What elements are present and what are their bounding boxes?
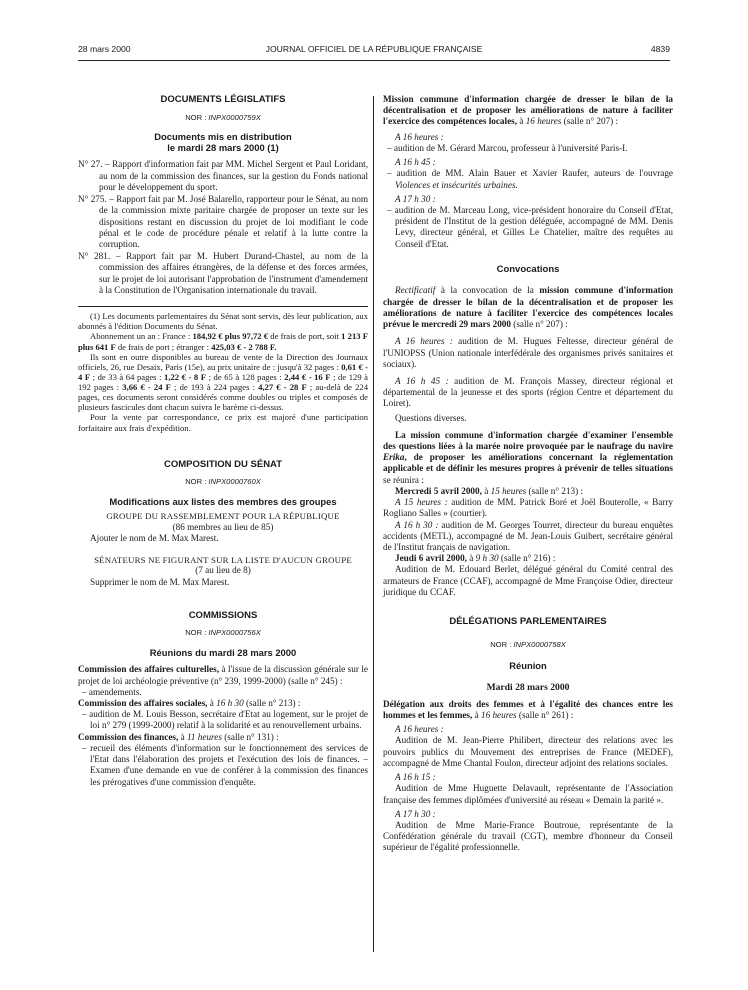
section-heading-documents: DOCUMENTS LÉGISLATIFS: [160, 94, 286, 105]
group-name: SÉNATEURS NE FIGURANT SUR LA LISTE D'AUCUN GROUPE: [94, 554, 352, 565]
section-heading-convocations: Convocations: [496, 263, 560, 275]
header-title: JOURNAL OFFICIEL DE LA RÉPUBLIQUE FRANÇAISE: [265, 44, 483, 54]
left-column: DOCUMENTS LÉGISLATIFS NOR : INPX0000759X Documents mis en distribution le mardi 28 mars 2000 (1) N° 27. – Rapport d'information fait par MM. Michel Sergent et Paul Loridant, au nom de la commission des finances, sur la gestion du Fonds national pour le développement du sport. N° 275. – Rapport fait par M. José Balarello, rapporteur pour le Sénat, au nom de la commission mixte paritaire chargée de proposer un texte sur les dispositions restant en discussion du projet de loi modifiant le code pénal et le code de procédure pénale et relatif à la lutte contre la corruption. N° 281. – Rapport fait par M. Hubert Durand-Chastel, au nom de la commission des affaires étrangères, de la défense et des forces armées, sur le projet de loi autorisant l'approbation de l'instrument d'amendement à la Constitution de l'Organisation internationale du travail. (1) Les documents parlementaires du Sénat sont servis, dès leur publication, aux abonnés à l'édition Documents du Sénat. Abonnement un an : France : 184,92 € plus 97,72 € de frais de port, soit 1 213 F plus 641 F de frais de port ; étranger : 425,03 € - 2 788 F. Ils sont en outre disponibles au bureau de vente de la Direction des Journaux officiels, 26, rue Desaix, Paris (15e), au prix unitaire de : jusqu'à 32 pages : 0,61 € - 4 F ; de 33 à 64 pages : 1,22 € - 8 F ; de 65 à 128 pages : 2,44 € - 16 F ; de 129 à 192 pages : 3,66 € - 24 F ; de 193 à 224 pages : 4,27 € - 28 F ; au-delà de 224 pages, ces documents seront considérés comme doubles ou triples et composés de plusieurs fascicules dont chacun suivra le barème ci-dessus. Pour la vente par correspondance, ce prix est majoré d'une participation forfaitaire aux frais d'expédition. COMPOSITION DU SÉNAT NOR : INPX0000760X Modifications aux listes des membres des groupes GROUPE DU RASSEMBLEMENT POUR LA RÉPUBLIQUE (86 membres au lieu de 85) Ajouter le nom de M. Max Marest. SÉNATEURS NE FIGURANT SUR LA LISTE D'AUCUN GROUPE (7 au lieu de 8) Supprimer le nom de M. Max Marest. COMMISSIONS NOR : INPX0000756X Réunions du mardi 28 mars 2000 Commission des affaires culturelles, à l'issue de la discussion générale sur le projet de loi archéologie préventive (n° 239, 1999-2000) (salle n° 245) : – amendements. Commission des affaires sociales, à 16 h 30 (salle n° 213) : – audition de M. Louis Besson, secrétaire d'Etat au logement, sur le projet de loi n° 279 (1999-2000) relatif à la solidarité et au renouvellement urbains. Commission des finances, à 11 heures (salle n° 131) : – recueil des éléments d'information sur le fonctionnement des services de l'Etat dans l'élaboration des projets et l'exécution des lois de finances. – Examen d'une demande en vue de conférer à la commission des finances les prérogatives d'une commission d'enquête.: [78, 94, 369, 787]
group-count: (86 membres au lieu de 85): [172, 522, 274, 533]
right-column: Mission commune d'information chargée de dresser le bilan de la décentralisation et de proposer les améliorations de nature à faciliter l'exercice des compétences locales, à 16 heures (salle n° 207) : A 16 heures : – audition de M. Gérard Marcou, professeur à l'université Paris-I. A 16 h 45 : – audition de MM. Alain Bauer et Xavier Raufer, auteurs de l'ouvrage Violences et insécurités urbaines. A 17 h 30 : – audition de M. Marceau Long, vice-président honoraire du Conseil d'Etat, président de l'Institut de la gestion déléguée, accompagné de MM. Denis Levy, directeur général, et Gilles Le Chatelier, maître des requêtes au Conseil d'Etat. Convocations Rectificatif à la convocation de la mission commune d'information chargée de dresser le bilan de la décentralisation et de proposer les améliorations de nature à faciliter l'exercice des compétences locales prévue le mercredi 29 mars 2000 (salle n° 207) : A 16 heures : audition de M. Hugues Feltesse, directeur général de l'UNIOPSS (Union nationale interfédérale des organismes privés sanitaires et sociaux). A 16 h 45 : audition de M. François Massey, directeur régional et départemental de la jeunesse et des sports (région Centre et département du Loiret). Questions diverses. La mission commune d'information chargée d'examiner l'ensemble des questions liées à la marée noire provoquée par le naufrage du navire Erika, de proposer les améliorations concernant la réglementation applicable et de définir les mesures propres à prévenir de telles situations se réunira : Mercredi 5 avril 2000, à 15 heures (salle n° 213) : A 15 heures : audition de MM. Patrick Boré et Joël Bouterolle, « Barry Rogliano Salles » (courtier). A 16 h 30 : audition de M. Georges Tourret, directeur du bureau enquêtes accidents (METL), accompagné de M. Jean-Louis Guibert, secrétaire général de l'Institut français de navigation. Jeudi 6 avril 2000, à 9 h 30 (salle n° 216) : Audition de M. Edouard Berlet, délégué général du Comité central des armateurs de France (CCAF), accompagné de Mme Françoise Odier, directeur juridique du CCAF. DÉLÉGATIONS PARLEMENTAIRES NOR : INPX0000758X Réunion Mardi 28 mars 2000 Délégation aux droits des femmes et à l'égalité des chances entre les hommes et les femmes, à 16 heures (salle n° 261) : A 16 heures : Audition de M. Jean-Pierre Philibert, directeur des relations avec les pouvoirs publics du Mouvement des entreprises de France (MEDEF), accompagné de Mme Chantal Foulon, directeur adjoint des relations sociales. A 16 h 15 : Audition de Mme Huguette Delavault, représentante de l'Association française des femmes diplômées d'université au réseau « Demain la parité ». A 17 h 30 : Audition de Mme Marie-France Boutroue, représentante de la Confédération générale du travail (CGT), membre d'honneur du Conseil supérieur de l'égalité professionnelle.: [383, 94, 673, 853]
commissions-subheading: Réunions du mardi 28 mars 2000: [149, 646, 297, 658]
section-heading-commissions: COMMISSIONS: [188, 609, 258, 621]
column-divider: [373, 96, 374, 952]
section-heading-senat: COMPOSITION DU SÉNAT: [163, 458, 283, 470]
document-item: N° 281. – Rapport fait par M. Hubert Durand-Chastel, au nom de la commission des affaires étrangères, de la défense et des forces armées, sur le projet de loi autorisant l'approbation de l'instrument d'amendement à la Constitution de l'Organisation internationale du travail.: [78, 251, 369, 295]
delegation-entry: Délégation aux droits des femmes et à l'égalité des chances entre les hommes et les femmes, à 16 heures (salle n° 261) :: [383, 698, 673, 720]
header-date: 28 mars 2000: [78, 44, 131, 54]
nor-reference: NOR : INPX0000756X: [185, 628, 261, 638]
footnotes: (1) Les documents parlementaires du Sénat sont servis, dès leur publication, aux abonnés à l'édition Documents du Sénat. Abonnement un an : France : 184,92 € plus 97,72 € de frais de port, soit 1 213 F plus 641 F de frais de port ; étranger : 425,03 € - 2 788 F. Ils sont en outre disponibles au bureau de vente de la Direction des Journaux officiels, 26, rue Desaix, Paris (15e), au prix unitaire de : jusqu'à 32 pages : 0,61 € - 4 F ; de 33 à 64 pages : 1,22 € - 8 F ; de 65 à 128 pages : 2,44 € - 16 F ; de 129 à 192 pages : 3,66 € - 24 F ; de 193 à 224 pages : 4,27 € - 28 F ; au-delà de 224 pages, ces documents seront considérés comme doubles ou triples et composés de plusieurs fascicules dont chacun suivra le barème ci-dessus. Pour la vente par correspondance, ce prix est majoré d'une participation forfaitaire aux frais d'expédition.: [78, 311, 368, 433]
group-count: (7 au lieu de 8): [195, 565, 251, 576]
footnote-rule: [78, 306, 368, 307]
commission-entry: Commission des affaires culturelles, à l'issue de la discussion générale sur le projet de loi archéologie préventive (n° 239, 1999-2000) (salle n° 245) :: [78, 664, 369, 686]
header-rule: [78, 60, 670, 61]
group-name: GROUPE DU RASSEMBLEMENT POUR LA RÉPUBLIQUE: [106, 511, 340, 522]
section-heading-delegations: DÉLÉGATIONS PARLEMENTAIRES: [449, 616, 607, 628]
header-page-number: 4839: [650, 44, 670, 54]
mission-entry: Mission commune d'information chargée de dresser le bilan de la décentralisation et de proposer les améliorations de nature à faciliter l'exercice des compétences locales, à 16 heures (salle n° 207) :: [383, 94, 673, 127]
commission-entry: Commission des finances, à 11 heures (salle n° 131) :: [78, 731, 279, 742]
group-action: Ajouter le nom de M. Max Marest.: [90, 533, 219, 544]
nor-reference: NOR : INPX0000759X: [185, 112, 261, 122]
nor-reference: NOR : INPX0000760X: [185, 477, 261, 487]
document-item: N° 27. – Rapport d'information fait par MM. Michel Sergent et Paul Loridant, au nom de la commission des finances, sur la gestion du Fonds national pour le développement du sport.: [78, 159, 369, 192]
senat-subheading: Modifications aux listes des membres des groupes: [109, 495, 337, 507]
running-header: [78, 44, 670, 58]
erika-mission: La mission commune d'information chargée d'examiner l'ensemble des questions liées à la marée noire provoquée par le naufrage du navire Erika, de proposer les améliorations concernant la réglementation applicable et de définir les mesures propres à prévenir de telles situations se réunira :: [383, 429, 673, 485]
nor-reference: NOR : INPX0000758X: [490, 639, 566, 649]
commission-entry: Commission des affaires sociales, à 16 h 30 (salle n° 213) :: [78, 698, 301, 709]
group-action: Supprimer le nom de M. Max Marest.: [90, 576, 230, 587]
rectificatif: Rectificatif à la convocation de la mission commune d'information chargée de dresser le bilan de la décentralisation et de proposer les améliorations de nature à faciliter l'exercice des compétences locales prévue le mercredi 29 mars 2000 (salle n° 207) :: [383, 285, 673, 330]
meeting-date: Mardi 28 mars 2000: [486, 681, 570, 693]
document-item: N° 275. – Rapport fait par M. José Balarello, rapporteur pour le Sénat, au nom de la commission mixte paritaire chargée de proposer un texte sur les dispositions restant en discussion du projet de loi modifiant le code pénal et le code de procédure pénale et relatif à la lutte contre la corruption.: [78, 194, 369, 249]
documents-subheading: Documents mis en distribution le mardi 28 mars 2000 (1): [154, 130, 292, 153]
delegations-subheading: Réunion: [509, 659, 547, 671]
